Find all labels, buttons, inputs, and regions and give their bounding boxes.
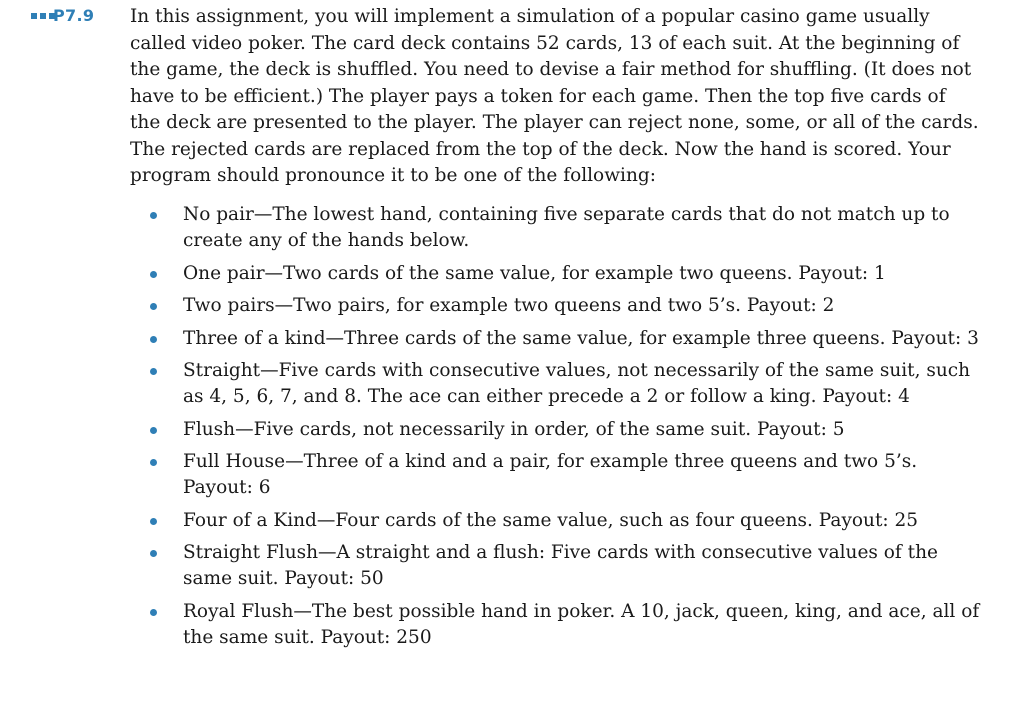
list-item-text: Two pairs—Two pairs, for example two queens and two 5’s. Payout: 2 [183, 295, 835, 316]
bullet-icon [150, 303, 157, 310]
list-item [130, 417, 980, 443]
list-item [130, 293, 980, 319]
exercise-intro: In this assignment, you will implement a simulation of a popular casino game usually called video poker. The card deck contains 52 cards, 13 of each suit. At the beginning of the game, the deck is shuffled. You need to devise a fair method for shuffling. (It does not have to be efficient.) The player pays a token for each game. Then the top five cards of the deck are presented to the player. The player can reject none, some, or all of the cards. The rejected cards are replaced from the top of the deck. Now the hand is scored. Your program should pronounce it to be one of the following: [130, 6, 979, 186]
list-item-text: No pair—The lowest hand, containing five separate cards that do not match up to create any of the hands below. [183, 204, 950, 251]
bullet-icon [150, 212, 157, 219]
bullet-icon [150, 518, 157, 525]
list-item-text: Three of a kind—Three cards of the same value, for example three queens. Payout: 3 [183, 327, 979, 349]
list-item [130, 599, 980, 651]
bullet-icon [150, 271, 157, 278]
list-item [130, 540, 980, 592]
marker-square [31, 13, 37, 19]
bullet-icon [150, 336, 157, 343]
list-item [130, 358, 980, 410]
bullet-icon [150, 368, 157, 375]
list-item [130, 202, 980, 254]
bullet-icon [150, 427, 157, 434]
list-item-text: One pair—Two cards of the same value, for example two queens. Payout: 1 [183, 262, 886, 284]
list-item-text: Four of a Kind—Four cards of the same value, such as four queens. Payout: 25 [183, 509, 919, 531]
list-item-text: Straight—Five cards with consecutive values, not necessarily of the same suit, such as 4, 5, 6, 7, and 8. The ace can either precede a 2 or follow a king. Payout: 4 [183, 360, 971, 407]
list-item [130, 326, 980, 352]
marker-square [40, 13, 46, 19]
exercise-number: P7.9 [53, 6, 95, 25]
list-item [130, 261, 980, 287]
list-item-text: Full House—Three of a kind and a pair, for example three queens and two 5’s. Payout: 6 [183, 451, 918, 498]
bullet-icon [150, 459, 157, 466]
list-item [130, 508, 980, 534]
bullet-icon [150, 550, 157, 557]
list-item-text: Flush—Five cards, not necessarily in order, of the same suit. Payout: 5 [183, 418, 845, 440]
bullet-icon [150, 609, 157, 616]
list-item [130, 449, 980, 501]
exercise-marker-icon [31, 13, 55, 19]
hand-list [130, 202, 980, 657]
list-item-text: Royal Flush—The best possible hand in poker. A 10, jack, queen, king, and ace, all of the same suit. Payout: 250 [183, 600, 980, 648]
list-item-text: Straight Flush—A straight and a flush: Five cards with consecutive values of the same suit. Payout: 50 [183, 542, 938, 589]
